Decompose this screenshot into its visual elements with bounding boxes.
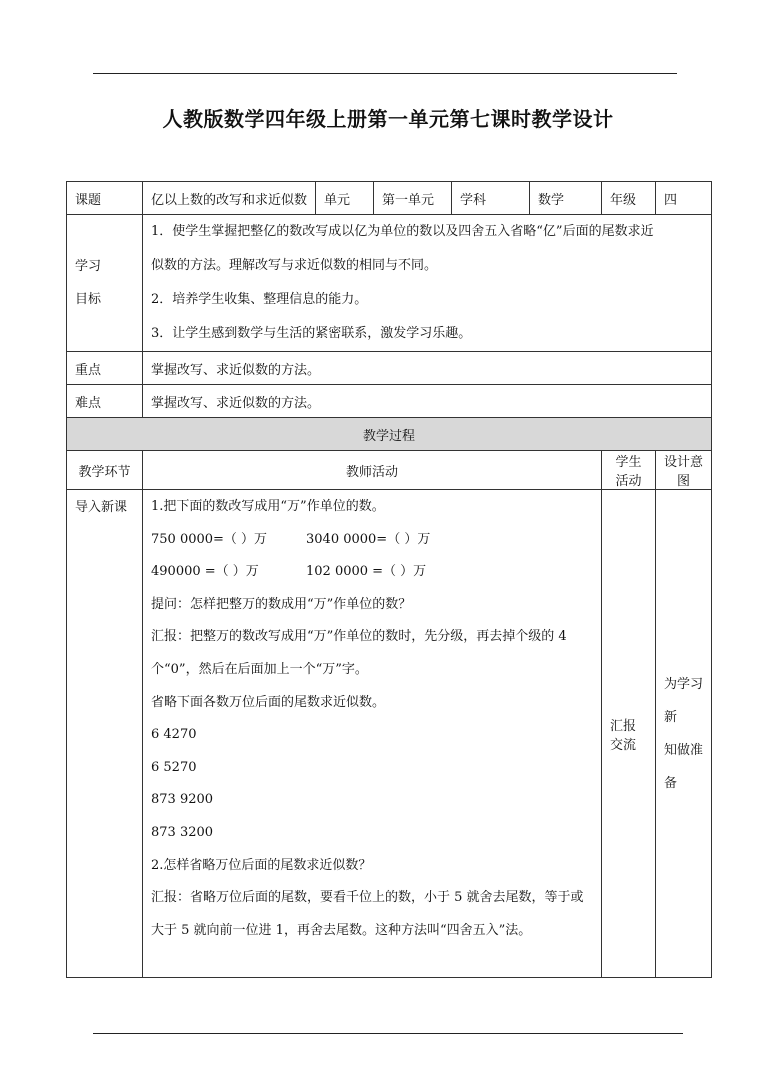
goal-item: 1．使学生掌握把整亿的数改写成以亿为单位的数以及四舍五入省略“亿”后面的尾数求近: [151, 224, 654, 239]
design-intent-cell: 为学习新 知做准备: [656, 490, 712, 978]
key-point-row: [67, 352, 712, 385]
key-point-label: 重点: [67, 352, 143, 385]
subject-value: 数学: [530, 182, 602, 215]
number-item: 6 5270: [151, 759, 197, 775]
col-teacher-header: 教师活动: [143, 451, 602, 490]
goal-item: 3．让学生感到数学与生活的紧密联系，激发学习乐趣。: [151, 326, 472, 341]
unit-label: 单元: [316, 182, 374, 215]
exercise-line: [151, 524, 593, 557]
stage-cell: 导入新课: [67, 490, 143, 978]
intro-section-row: [67, 490, 712, 978]
student-activity-cell: 汇报交流: [602, 490, 656, 978]
goal-item: 2．培养学生收集、整理信息的能力。: [151, 292, 368, 307]
goals-row: [67, 215, 712, 352]
process-heading-row: [67, 418, 712, 451]
exercise-item: 102 0000 =（ ）万: [306, 564, 427, 580]
goals-label: 学习 目标: [67, 215, 143, 352]
goals-content: [143, 215, 712, 352]
header-rule: [93, 73, 677, 74]
teacher-question: 提问：怎样把整万的数成用“万”作单位的数？: [151, 596, 412, 612]
exercise-line: [151, 556, 593, 589]
subject-label: 学科: [452, 182, 530, 215]
process-heading: 教学过程: [67, 418, 712, 451]
number-item: 873 3200: [151, 824, 214, 840]
footer-rule: [93, 1033, 683, 1034]
topic-value: 亿以上数的改写和求近似数: [143, 182, 316, 215]
difficulty-value: 掌握改写、求近似数的方法。: [143, 385, 712, 418]
teacher-report: 汇报：省略万位后面的尾数，要看千位上的数，小于 5 就舍去尾数，等于或大于 5 就向前一位进 1，再舍去尾数。这种方法叫“四舍五入”法。: [151, 890, 584, 938]
teacher-line: 1.把下面的数改写成用“万”作单位的数。: [151, 499, 385, 514]
exercise-item: 490000 =（ ）万: [151, 564, 259, 580]
goal-item: 似数的方法。理解改写与求近似数的相同与不同。: [151, 258, 438, 273]
exercise-item: 750 0000=（ ）万: [151, 531, 268, 547]
lesson-plan-table: [66, 181, 712, 978]
difficulty-row: [67, 385, 712, 418]
info-row: [67, 182, 712, 215]
grade-label: 年级: [602, 182, 656, 215]
col-student-header: 学生活动: [602, 451, 656, 490]
exercise-item: 3040 0000=（ ）万: [306, 531, 431, 547]
grade-value: 四: [656, 182, 712, 215]
teacher-line: 2.怎样省略万位后面的尾数求近似数？: [151, 857, 372, 873]
col-intent-header: 设计意图: [656, 451, 712, 490]
key-point-value: 掌握改写、求近似数的方法。: [143, 352, 712, 385]
teacher-line: 省略下面各数万位后面的尾数求近似数。: [151, 694, 386, 710]
process-columns-row: [67, 451, 712, 490]
difficulty-label: 难点: [67, 385, 143, 418]
number-item: 873 9200: [151, 792, 214, 808]
unit-value: 第一单元: [374, 182, 452, 215]
teacher-activity-cell: [143, 490, 602, 978]
col-stage-header: 教学环节: [67, 451, 143, 490]
teacher-report: 汇报：把整万的数改写成用“万”作单位的数时，先分级，再去掉个级的 4 个“0”，然后在后面加上一个“万”字。: [151, 629, 567, 677]
topic-label: 课题: [67, 182, 143, 215]
page-title: 人教版数学四年级上册第一单元第七课时教学设计: [162, 107, 614, 131]
number-item: 6 4270: [151, 727, 197, 743]
